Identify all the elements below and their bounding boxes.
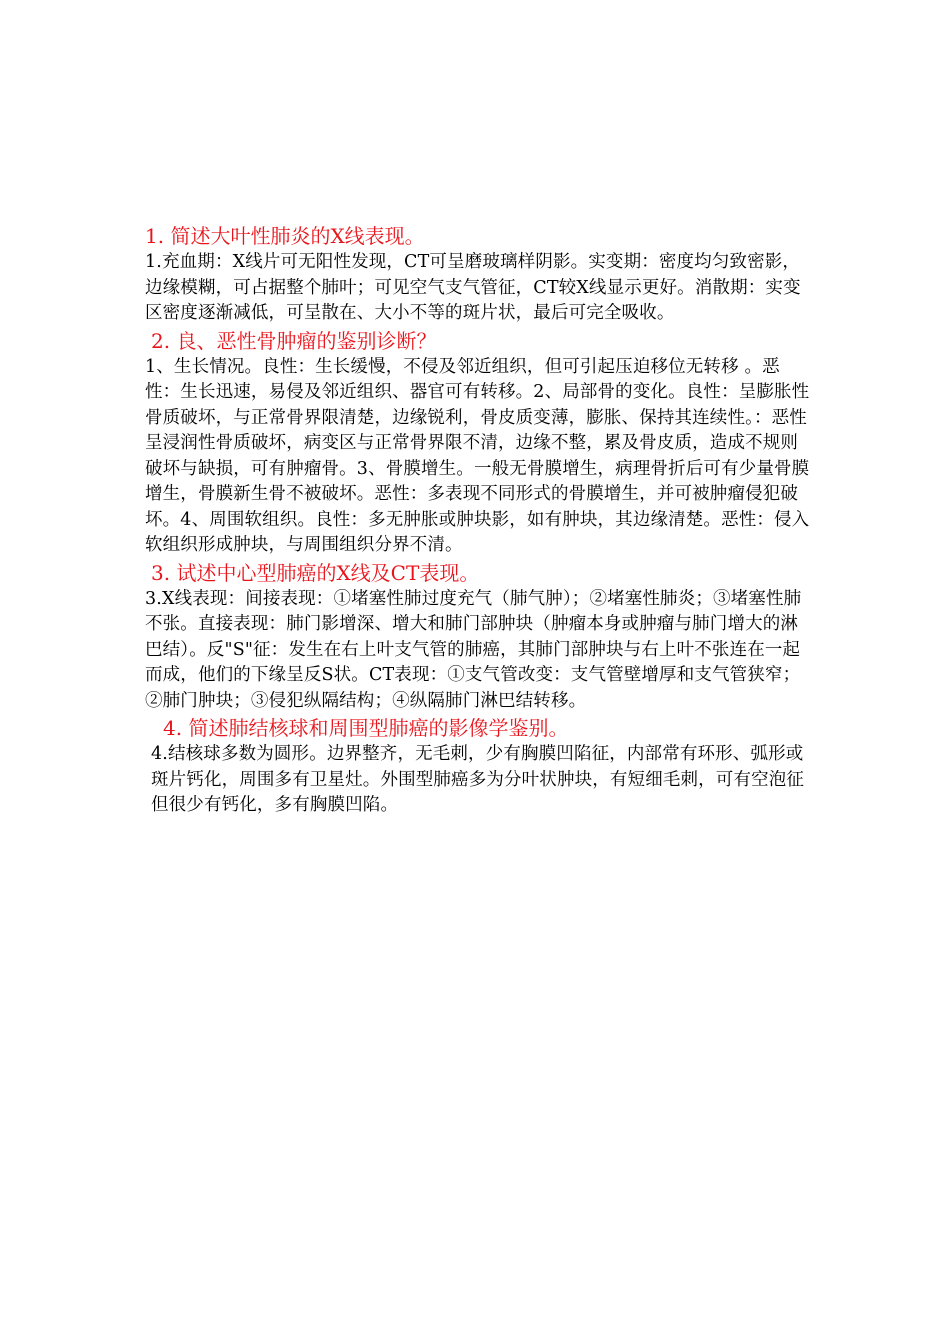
question-heading-3: 3. 试述中心型肺癌的X线及CT表现。	[151, 560, 480, 585]
document-body	[145, 222, 810, 819]
question-heading-2: 2. 良、恶性骨肿瘤的鉴别诊断？	[151, 328, 437, 353]
question-heading-1: 1. 简述大叶性肺炎的X线表现。	[145, 224, 425, 248]
question-block-1	[145, 222, 810, 327]
question-answer-1: 1.充血期：X线片可无阳性发现，CT可呈磨玻璃样阴影。实变期：密度均匀致密影，边缘模糊，可占据整个肺叶；可见空气支气管征，CT较X线显示更好。消散期：实变区密度逐渐减低，可呈散在、大小不等的斑片状，最后可完全吸收。	[145, 252, 801, 323]
question-block-3	[145, 559, 810, 715]
question-answer-2: 1、生长情况。良性：生长缓慢，不侵及邻近组织，但可引起压迫移位无转移 。恶性：生长迅速，易侵及邻近组织、器官可有转移。2、局部骨的变化。良性：呈膨胀性骨质破坏，与正常骨界限清楚，边缘锐利，骨皮质变薄，膨胀、保持其连续性。：恶性 呈浸润性骨质破坏，病变区与正常骨界限不清，边缘不整，累及骨皮质，造成不规则破坏与缺损，可有肿瘤骨。3、骨膜增生。一般无骨膜增生，病理骨折后可有少量骨膜增生，骨膜新生骨不被破坏。恶性：多表现不同形式的骨膜增生，并可被肿瘤侵犯破坏。4、周围软组织。良性：多无肿胀或肿块影，如有肿块，其边缘清楚。恶性：侵入软组织形成肿块，与周围组织分界不清。	[145, 356, 810, 555]
question-answer-3: 3.X线表现：间接表现：①堵塞性肺过度充气（肺气肿）；②堵塞性肺炎；③堵塞性肺不张。直接表现：肺门影增深、增大和肺门部肿块（肿瘤本身或肿瘤与肺门增大的淋巴结）。反"S"征：发生在右上叶支气管的肺癌，其肺门部肿块与右上叶不张连在一起而成，他们的下缘呈反S状。CT表现：①支气管改变：支气管壁增厚和支气管狭窄；②肺门肿块；③侵犯纵隔结构；④纵隔肺门淋巴结转移。	[145, 588, 802, 711]
question-block-2	[145, 327, 810, 559]
question-block-4	[145, 714, 810, 819]
question-answer-4: 4.结核球多数为圆形。边界整齐，无毛刺，少有胸膜凹陷征，内部常有环形、弧形或斑片钙化，周围多有卫星灶。外围型肺癌多为分叶状肿块，有短细毛刺，可有空泡征但很少有钙化，多有胸膜凹陷。	[151, 744, 805, 815]
question-heading-4: 4. 简述肺结核球和周围型肺癌的影像学鉴别。	[163, 716, 569, 740]
